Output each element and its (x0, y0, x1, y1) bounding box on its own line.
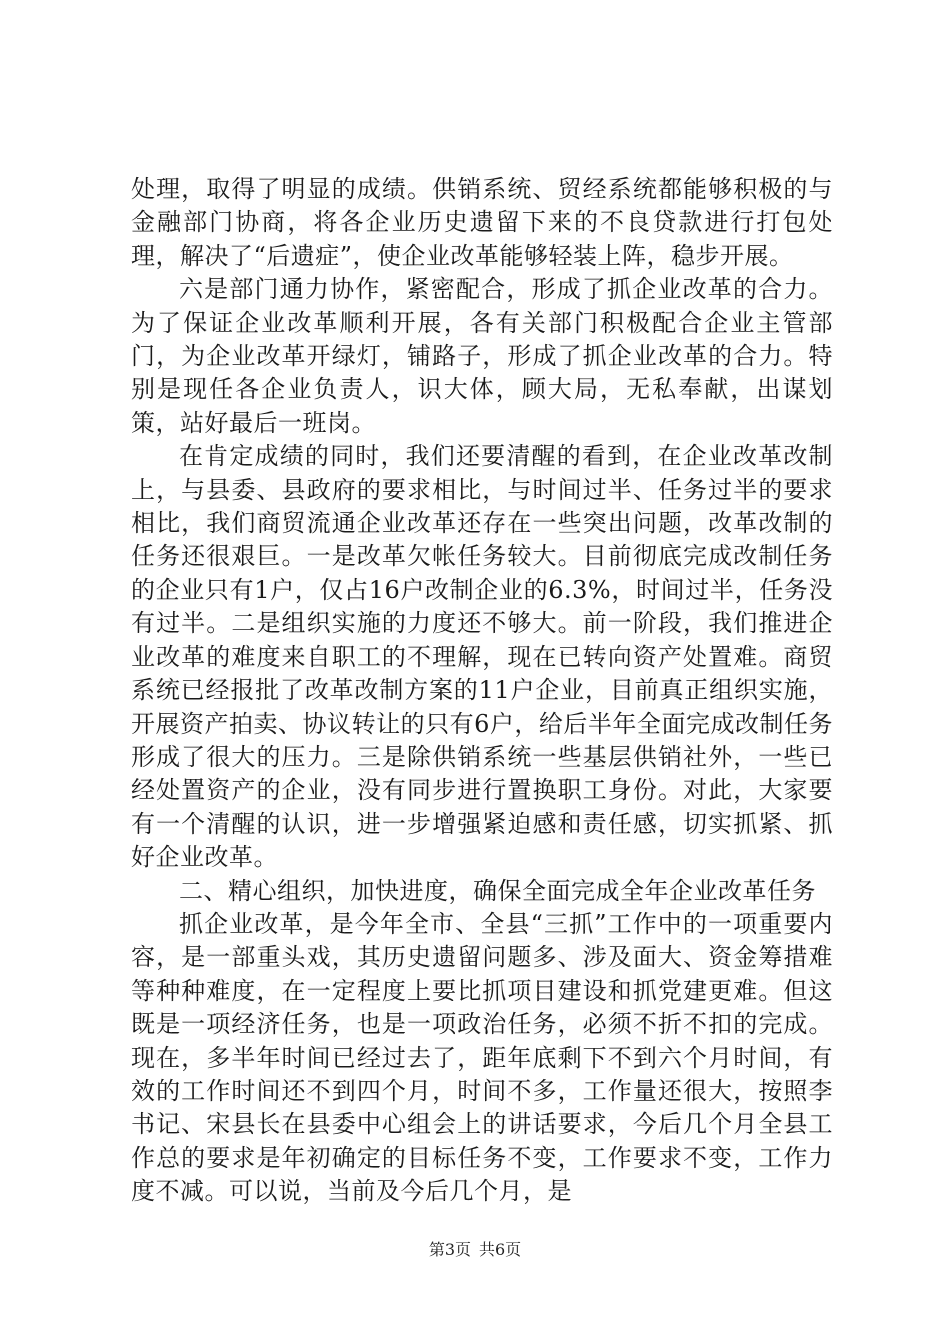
page-number: 第3页 (428, 1240, 471, 1259)
paragraph-section-two-body: 抓企业改革，是今年全市、全县“三抓”工作中的一项重要内容，是一部重头戏，其历史遗留问题多、涉及面大、资金筹措难等种种难度，在一定程度上要比抓项目建设和抓党建更难。但这既是一项经济任务，也是一项政治任务，必须不折不扣的完成。现在，多半年时间已经过去了，距年底剩下不到六个月时间，有效的工作时间还不到四个月，时间不多，工作量还很大，按照李书记、宋县长在县委中心组会上的讲话要求，今后几个月全县工作总的要求是年初确定的目标任务不变，工作要求不变，工作力度不减。可以说，当前及今后几个月，是 (131, 909, 833, 1206)
paragraph-point-six: 六是部门通力协作，紧密配合，形成了抓企业改革的合力。为了保证企业改革顺利开展，各有关部门积极配合企业主管部门，为企业改革开绿灯，铺路子，形成了抓企业改革的合力。特别是现任各企业负责人，识大体，顾大局，无私奉献，出谋划策，站好最后一班岗。 (131, 275, 833, 437)
section-heading-two: 二、精心组织，加快进度，确保全面完成全年企业改革任务 (179, 876, 816, 905)
paragraph-continuation: 处理，取得了明显的成绩。供销系统、贸经系统都能够积极的与金融部门协商，将各企业历史遗留下来的不良贷款进行打包处理，解决了“后遗症”，使企业改革能够轻装上阵，稳步开展。 (131, 175, 833, 270)
page-total: 共6页 (479, 1240, 522, 1259)
page-footer (0, 1240, 950, 1260)
paragraph-problems: 在肯定成绩的同时，我们还要清醒的看到，在企业改革改制上，与县委、县政府的要求相比，与时间过半、任务过半的要求相比，我们商贸流通企业改革还存在一些突出问题，改革改制的任务还很艰巨。一是改革欠帐任务较大。目前彻底完成改制任务的企业只有1户，仅占16户改制企业的6.3%，时间过半，任务没有过半。二是组织实施的力度还不够大。前一阶段，我们推进企业改革的难度来自职工的不理解，现在已转向资产处置难。商贸系统已经报批了改革改制方案的11户企业，目前真正组织实施，开展资产拍卖、协议转让的只有6户，给后半年全面完成改制任务形成了很大的压力。三是除供销系统一些基层供销社外，一些已经处置资产的企业，没有同步进行置换职工身份。对此，大家要有一个清醒的认识，进一步增强紧迫感和责任感，切实抓紧、抓好企业改革。 (131, 442, 833, 872)
document-body (131, 173, 833, 1209)
